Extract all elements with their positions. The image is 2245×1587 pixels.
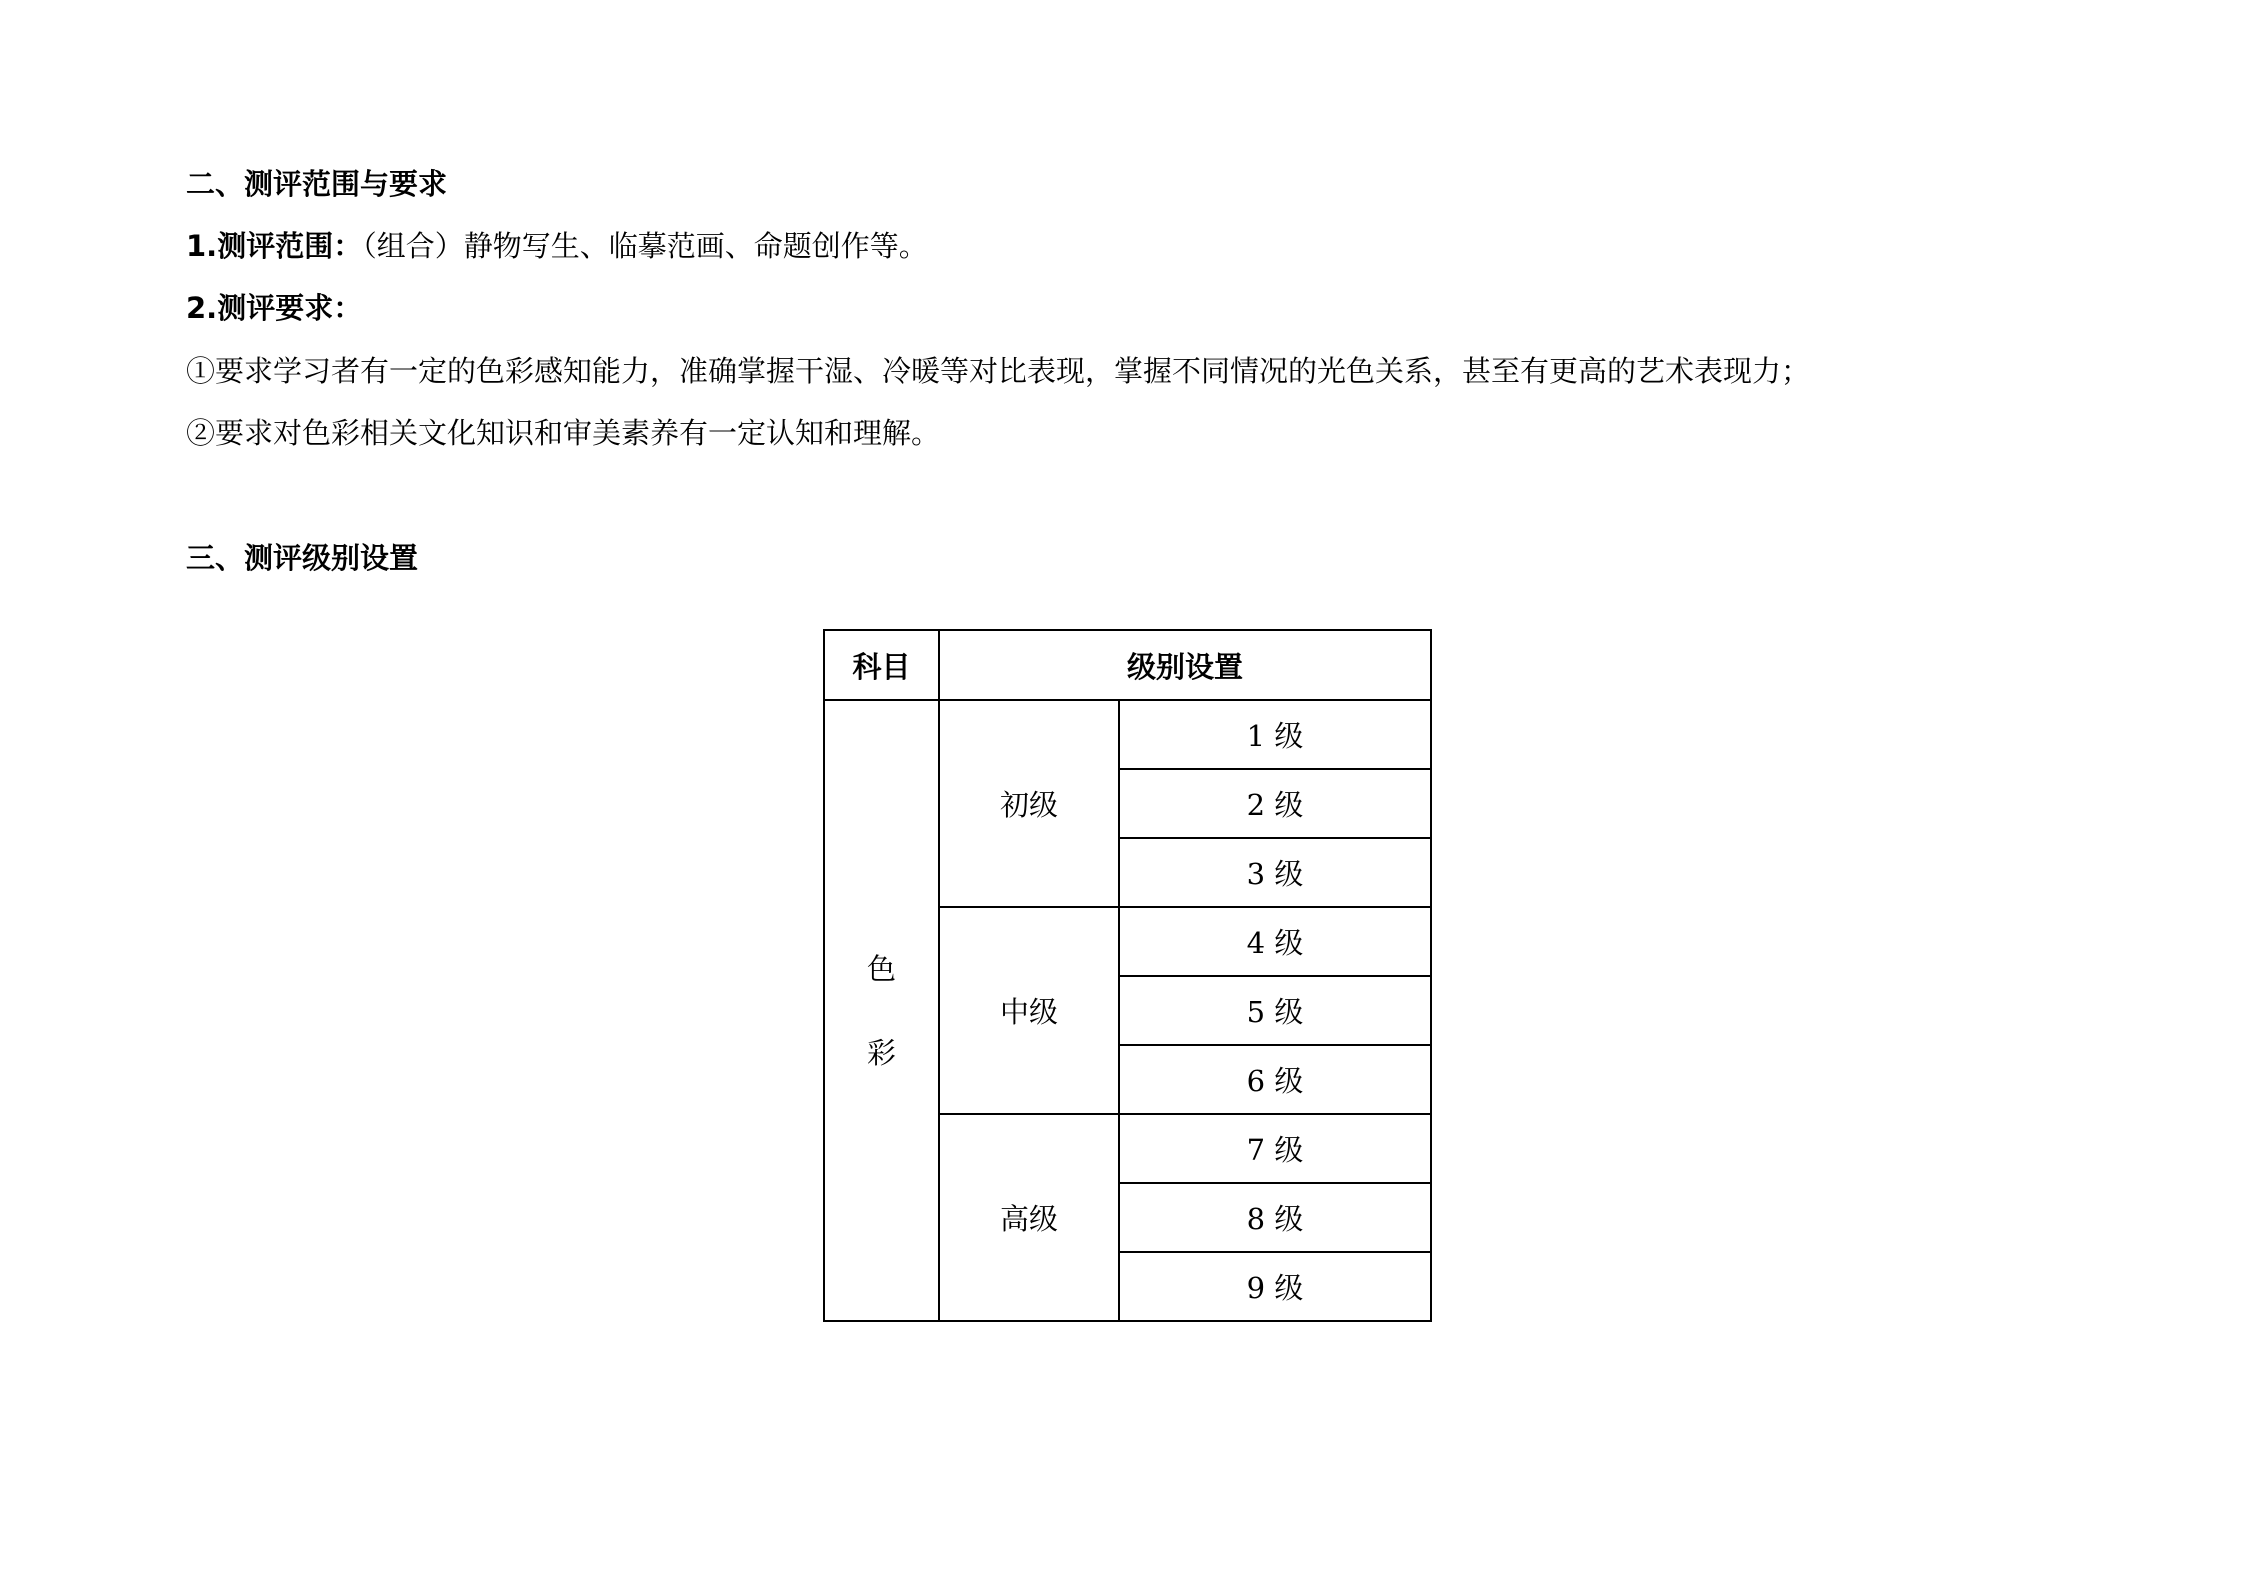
table-header-row bbox=[824, 630, 1431, 700]
requirement-1: ①要求学习者有一定的色彩感知能力，准确掌握干湿、冷暖等对比表现，掌握不同情况的光色关系，甚至有更高的艺术表现力； bbox=[186, 354, 1811, 388]
tier-cell-intermediate: 中级 bbox=[939, 907, 1119, 1114]
scope-label: 1.测评范围： bbox=[186, 229, 363, 263]
header-subject: 科目 bbox=[824, 630, 939, 700]
level-cell: 9 级 bbox=[1119, 1252, 1431, 1321]
subject-cell bbox=[824, 700, 939, 1321]
scope-paragraph bbox=[186, 226, 928, 266]
level-cell: 8 级 bbox=[1119, 1183, 1431, 1252]
subject-char: 彩 bbox=[866, 1035, 896, 1070]
table-row bbox=[824, 700, 1431, 769]
tier-cell-beginner: 初级 bbox=[939, 700, 1119, 907]
level-cell: 1 级 bbox=[1119, 700, 1431, 769]
header-level-settings: 级别设置 bbox=[939, 630, 1431, 700]
level-cell: 2 级 bbox=[1119, 769, 1431, 838]
level-cell: 7 级 bbox=[1119, 1114, 1431, 1183]
level-cell: 4 级 bbox=[1119, 907, 1431, 976]
tier-cell-advanced: 高级 bbox=[939, 1114, 1119, 1321]
level-cell: 5 级 bbox=[1119, 976, 1431, 1045]
section-3-heading: 三、测评级别设置 bbox=[186, 541, 419, 575]
section-2-heading: 二、测评范围与要求 bbox=[186, 167, 448, 201]
subject-char: 色 bbox=[866, 951, 896, 986]
level-settings-table bbox=[823, 629, 1432, 1322]
scope-text: （组合）静物写生、临摹范画、命题创作等。 bbox=[362, 229, 928, 263]
level-cell: 3 级 bbox=[1119, 838, 1431, 907]
requirements-label: 2.测评要求： bbox=[186, 291, 363, 325]
level-cell: 6 级 bbox=[1119, 1045, 1431, 1114]
requirement-2: ②要求对色彩相关文化知识和审美素养有一定认知和理解。 bbox=[186, 416, 941, 450]
